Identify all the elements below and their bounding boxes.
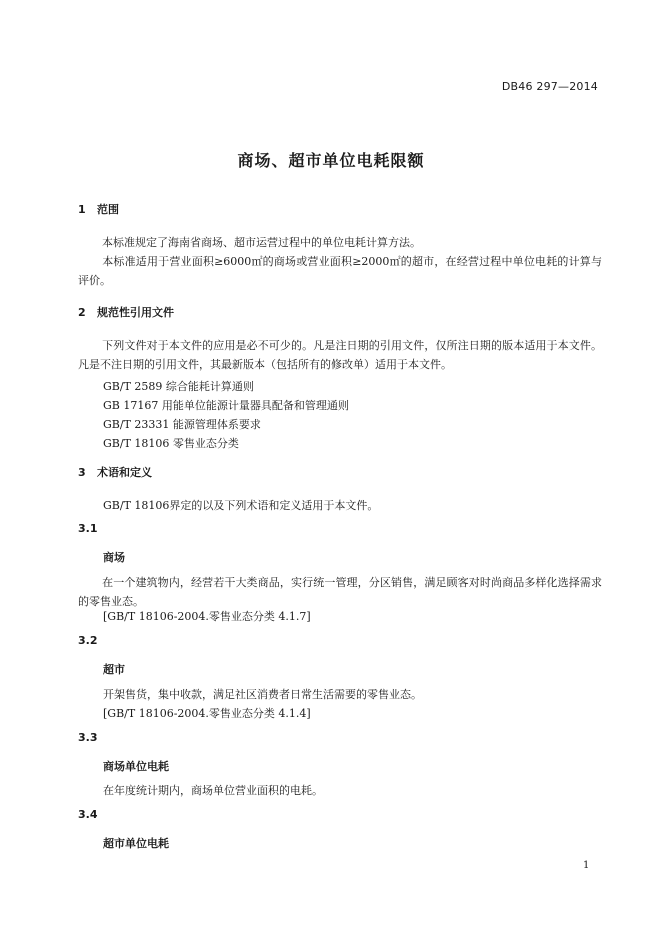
- term-3-2-title: 超市: [103, 663, 125, 676]
- reference-item: GB 17167 用能单位能源计量器具配备和管理通则: [103, 399, 349, 412]
- section-title: 规范性引用文件: [97, 306, 174, 319]
- term-3-1-title: 商场: [103, 551, 125, 564]
- section-1-paragraph-1: 本标准规定了海南省商场、超市运营过程中的单位电耗计算方法。: [102, 236, 421, 249]
- page-number: 1: [583, 860, 590, 871]
- term-3-2-number: 3.2: [78, 634, 98, 647]
- section-2-paragraph-1: 下列文件对于本文件的应用是必不可少的。凡是注日期的引用文件，仅所注日期的版本适用于本文件。凡是不注日期的引用文件，其最新版本（包括所有的修改单）适用于本文件。: [78, 339, 602, 371]
- term-3-1-source: [GB/T 18106-2004.零售业态分类 4.1.7]: [103, 610, 311, 623]
- section-number: 1: [78, 203, 86, 216]
- section-3-heading: [78, 464, 152, 480]
- term-3-2-definition: 开架售货，集中收款，满足社区消费者日常生活需要的零售业态。: [103, 688, 422, 701]
- term-3-4-number: 3.4: [78, 808, 98, 821]
- term-3-4-title: 超市单位电耗: [103, 837, 169, 850]
- term-3-1-number: 3.1: [78, 522, 98, 535]
- section-number: 3: [78, 466, 86, 479]
- section-3-paragraph-1: GB/T 18106界定的以及下列术语和定义适用于本文件。: [103, 499, 379, 512]
- reference-item: GB/T 23331 能源管理体系要求: [103, 418, 261, 431]
- section-title: 范围: [97, 203, 119, 216]
- term-3-3-definition: 在年度统计期内，商场单位营业面积的电耗。: [103, 784, 323, 797]
- section-2-heading: [78, 304, 174, 320]
- section-number: 2: [78, 306, 86, 319]
- section-1-heading: [78, 201, 119, 217]
- section-title: 术语和定义: [97, 466, 152, 479]
- document-title: 商场、超市单位电耗限额: [237, 151, 425, 170]
- section-1-paragraph-2: 本标准适用于营业面积≥6000㎡的商场或营业面积≥2000㎡的超市，在经营过程中单位电耗的计算与评价。: [78, 255, 602, 287]
- reference-item: GB/T 2589 综合能耗计算通则: [103, 380, 254, 393]
- term-3-3-title: 商场单位电耗: [103, 760, 169, 773]
- term-3-1-definition: 在一个建筑物内，经营若干大类商品，实行统一管理，分区销售，满足顾客对时尚商品多样化选择需求的零售业态。: [78, 576, 602, 608]
- reference-item: GB/T 18106 零售业态分类: [103, 437, 239, 450]
- term-3-3-number: 3.3: [78, 731, 98, 744]
- document-code: DB46 297—2014: [501, 80, 598, 93]
- term-3-2-source: [GB/T 18106-2004.零售业态分类 4.1.4]: [103, 707, 311, 720]
